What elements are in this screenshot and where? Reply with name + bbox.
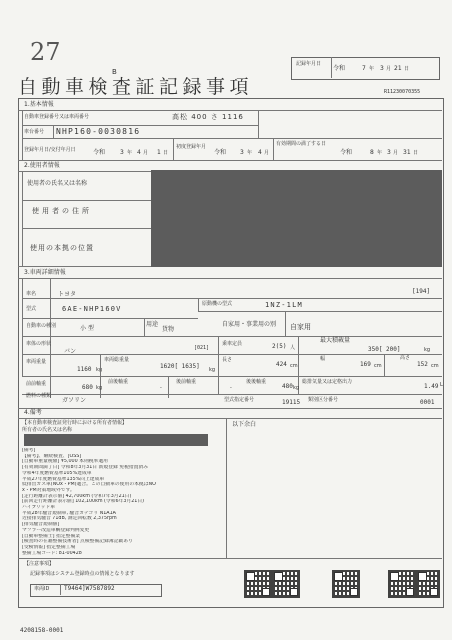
category-label: 類別区分番号 [308, 397, 339, 403]
redacted-owner [24, 434, 208, 446]
reg-date-era: 令和 [93, 149, 106, 156]
section-vehicle-heading: 3.車両詳細情報 [24, 269, 66, 276]
max-load-value: 350[ 200] [368, 346, 401, 353]
usage-label: 自家用・事業用の別 [222, 321, 277, 328]
weight-label: 車両重量 [26, 359, 47, 365]
qr-code-icon [416, 570, 440, 598]
rr-label: 後後軸重 [246, 379, 267, 385]
width-value: 169 [360, 361, 371, 368]
qr-code-icon [332, 570, 360, 598]
reg-number-value: 高松 400 さ 1116 [172, 113, 244, 121]
first-reg-era: 令和 [214, 149, 227, 156]
day-kanji: 日 [404, 66, 410, 72]
max-load-unit: kg [424, 347, 431, 353]
use-label: 用途 [146, 321, 159, 328]
year-kanji: 年 [369, 66, 375, 72]
usage-value: 自家用 [290, 323, 311, 331]
document-number: R11230070355 [384, 89, 421, 95]
use-value: 貨物 [162, 326, 175, 333]
rr-unit: kg [293, 385, 300, 391]
reg-date-month: 4 [137, 149, 141, 156]
rr-value: 480 [282, 383, 293, 390]
gross-label: 車両総重量 [104, 357, 130, 363]
record-date-month: 3 [380, 65, 384, 72]
capacity-unit: 人 [290, 345, 296, 351]
remarks-line: [走行距離計表示値] 42,700km (令和7年3月21日) [22, 493, 132, 499]
remarks-line: 整備工場コード: 81-00428 [22, 550, 82, 556]
length-unit: cm [290, 363, 298, 369]
vehicle-id-value: T9464]W7587892 [64, 585, 115, 592]
first-month-kanji: 月 [264, 150, 270, 156]
first-reg-month: 4 [258, 149, 262, 156]
remarks-line: [排気騒音規制値] [22, 522, 60, 528]
remarks-line: [自動車整備士] 指定整備業 [22, 533, 81, 539]
remarks-list [22, 448, 224, 556]
model-label: 型式 [26, 306, 37, 312]
make-value: トヨタ [58, 291, 77, 298]
expiry-month: 3 [387, 149, 391, 156]
category-value: 0001 [420, 399, 435, 406]
height-label: 高さ [400, 355, 411, 361]
weight-unit: kg [96, 367, 103, 373]
title-tag: B [112, 68, 117, 76]
capacity-value: 2(5) [272, 343, 287, 350]
reg-month-kanji: 月 [143, 150, 149, 156]
length-value: 424 [276, 361, 287, 368]
section-remarks-heading: 4.備考 [24, 409, 42, 416]
width-label: 幅 [320, 356, 326, 362]
rf-value: - [230, 385, 232, 391]
user-name-label: 使用者の氏名又は名称 [27, 180, 88, 187]
remarks-line: [自動車重量税額] ¥5,000 本則税率適用 [22, 459, 108, 465]
footer-number: 4208158-0001 [20, 627, 64, 634]
remarks-line: x・PM対策地域外です。 [22, 487, 75, 493]
notice-header: 【注意事項】 [24, 561, 55, 567]
reg-year-kanji: 年 [127, 150, 133, 156]
user-base-label: 使用の本拠の位置 [30, 244, 94, 252]
remarks-line: [備考] [22, 448, 36, 453]
exp-year-kanji: 年 [377, 150, 383, 156]
body-code: [021] [194, 345, 210, 351]
remarks-line: [前回走行距離計表示値] 102,100km (令和6年3月21日) [22, 499, 144, 505]
legacy-owner-header: 【本自動車検査証発行時における所有者情報】 [22, 420, 128, 426]
section-user-heading: 2.使用者情報 [24, 162, 60, 169]
kind-label: 自動車の種別 [26, 323, 57, 329]
owner-name-label: 所有者の氏名又は名称 [22, 427, 73, 433]
fuel-label: 燃料の種類 [26, 393, 52, 399]
right-blank-label: 以下余白 [232, 421, 257, 428]
remarks-line: [受検情報] 指定整備工場 [22, 544, 76, 550]
engine-label: 原動機の型式 [202, 301, 233, 307]
engine-value: 1NZ-1LM [265, 301, 303, 309]
expiry-era: 令和 [340, 149, 353, 156]
remarks-line: [検査時の在籍整備技術者] 点検整備記録簿記載あり [22, 539, 133, 545]
exp-day-kanji: 日 [413, 150, 419, 156]
document-title: 自動車検査証記録事項 [18, 76, 254, 98]
ff-value: 680 [82, 384, 93, 391]
capacity-label: 乗車定員 [222, 341, 243, 347]
reg-day-kanji: 日 [163, 150, 169, 156]
reg-date-label: 登録年月日/交付年月日 [24, 147, 76, 153]
body-label: 車体の形状 [26, 341, 52, 347]
remarks-line: 【備考】、継続検査、[OSS] [22, 453, 82, 459]
vehicle-id-label: 車両ID [34, 586, 50, 592]
expiry-label: 有効期間の満了する日 [276, 141, 327, 147]
remarks-line: 低排出ガス車(NOx・PM)適合。この自動車の使用の本拠はNO [22, 482, 156, 488]
first-reg-year: 3 [240, 149, 244, 156]
reg-date-day: 1 [157, 149, 161, 156]
type-designation-label: 型式指定番号 [224, 397, 255, 403]
handwritten-number: 27 [30, 38, 61, 66]
remarks-line: 近接排気騒音 71dB, 測定回転数 2,375rpm [22, 516, 117, 522]
model-value: 6AE-NHP160V [62, 305, 122, 313]
notice-text: 記録事項はシステム登録時点の情報となります [30, 571, 135, 577]
month-kanji: 月 [386, 66, 392, 72]
width-unit: cm [374, 363, 382, 369]
height-unit: cm [431, 363, 439, 369]
ff-label: 前前軸重 [26, 381, 47, 387]
fr-value: - [160, 385, 162, 391]
reg-number-label: 自動車登録番号又は車両番号 [24, 114, 90, 120]
redacted-user-info [151, 170, 442, 267]
user-address-label: 使用者の住所 [32, 207, 92, 215]
fr-label: 前後軸重 [108, 379, 129, 385]
exp-month-kanji: 月 [393, 150, 399, 156]
displacement-value: 1.49 [424, 383, 439, 390]
remarks-line: 平成28年騒音規制車, 騒音カテゴリ N1A1A [22, 510, 116, 516]
record-date-label: 記録年月日 [296, 61, 322, 67]
qr-code-icon [272, 570, 300, 598]
remarks-line: ハイブリッド車 [22, 505, 56, 511]
remarks-line: マフラー改造車輌登録判例変更 [22, 527, 90, 533]
reg-date-year: 3 [120, 149, 124, 156]
weight-value: 1160 [77, 366, 92, 373]
gross-unit: kg [209, 367, 216, 373]
rf-label: 後前軸重 [176, 379, 197, 385]
height-value: 152 [417, 361, 428, 368]
body-value: バン [64, 348, 77, 355]
kind-value: 小 型 [80, 325, 94, 332]
remarks-line: [有効期間満了日] 令和8年3月31日 新規登録 免税措置済み [22, 465, 149, 471]
type-designation-value: 19115 [282, 399, 301, 406]
qr-code-icon [388, 570, 416, 598]
expiry-day: 31 [403, 149, 411, 156]
max-load-label: 最大積載量 [320, 337, 351, 344]
qr-code-icon [244, 570, 272, 598]
remarks-line: 令和4年度燃費基準105%達成車 [22, 470, 92, 476]
gross-value: 1620[ 1635] [160, 363, 200, 370]
first-year-kanji: 年 [247, 150, 253, 156]
fuel-value: ガソリン [62, 397, 87, 404]
record-date-era: 令和 [333, 65, 346, 72]
displacement-label: 総排気量又は定格出力 [302, 379, 353, 385]
record-date-day: 21 [394, 65, 402, 72]
first-reg-label: 初度登録年月 [176, 144, 207, 150]
expiry-year: 8 [370, 149, 374, 156]
make-code: [194] [412, 288, 431, 295]
displacement-unit: L [440, 382, 443, 388]
length-label: 長さ [222, 357, 233, 363]
remarks-line: 平成27年度燃費基準135%向上達成車 [22, 476, 105, 482]
section-basic-heading: 1.基本情報 [24, 101, 54, 108]
record-date-year: 7 [362, 65, 366, 72]
make-label: 車名 [26, 291, 37, 297]
chassis-value: NHP160-0030816 [56, 127, 141, 136]
chassis-label: 車台番号 [24, 129, 45, 135]
ff-unit: kg [96, 385, 103, 391]
